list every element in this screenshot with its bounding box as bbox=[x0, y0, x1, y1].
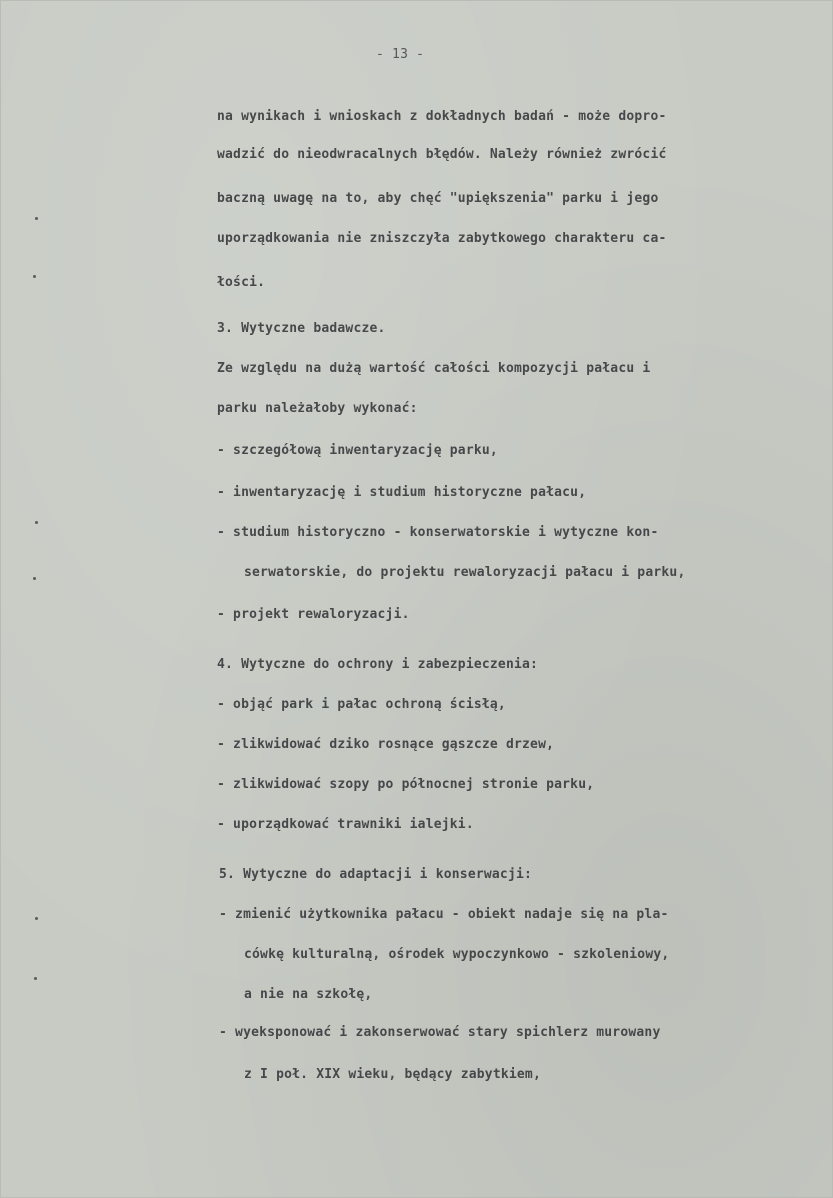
text-line: na wynikach i wnioskach z dokładnych badań - może dopro- bbox=[217, 109, 667, 124]
text-line: Ze względu na dużą wartość całości kompozycji pałacu i bbox=[217, 361, 651, 376]
text-line: parku należałoby wykonać: bbox=[217, 401, 418, 416]
list-item: - zlikwidować szopy po północnej stronie parku, bbox=[217, 777, 595, 792]
scan-speck bbox=[35, 217, 38, 220]
list-item: - zlikwidować dziko rosnące gąszcze drzew, bbox=[217, 737, 555, 752]
scan-speck bbox=[35, 917, 38, 920]
list-item-continuation: a nie na szkołę, bbox=[244, 987, 373, 1002]
list-item-continuation: serwatorskie, do projektu rewaloryzacji pałacu i parku, bbox=[244, 565, 686, 580]
section-heading: 5. Wytyczne do adaptacji i konserwacji: bbox=[219, 867, 533, 882]
list-item: - uporządkować trawniki ialejki. bbox=[217, 817, 474, 832]
list-item: - szczegółową inwentaryzację parku, bbox=[217, 443, 498, 458]
text-line: uporządkowania nie zniszczyła zabytkowego charakteru ca- bbox=[217, 231, 667, 246]
list-item-continuation: cówkę kulturalną, ośrodek wypoczynkowo - szkoleniowy, bbox=[244, 947, 670, 962]
scan-speck bbox=[35, 521, 38, 524]
list-item: - inwentaryzację i studium historyczne pałacu, bbox=[217, 485, 587, 500]
text-line: baczną uwagę na to, aby chęć "upiększenia" parku i jego bbox=[217, 191, 659, 206]
page-number: - 13 - bbox=[376, 47, 425, 62]
list-item: - objąć park i pałac ochroną ścisłą, bbox=[217, 697, 506, 712]
section-heading: 4. Wytyczne do ochrony i zabezpieczenia: bbox=[217, 657, 539, 672]
list-item: - projekt rewaloryzacji. bbox=[217, 607, 410, 622]
list-item: - wyeksponować i zakonserwować stary spichlerz murowany bbox=[219, 1025, 661, 1040]
scan-speck bbox=[34, 977, 37, 980]
text-line: wadzić do nieodwracalnych błędów. Należy również zwrócić bbox=[217, 147, 667, 162]
scan-speck bbox=[33, 577, 36, 580]
text-line: łości. bbox=[217, 275, 266, 290]
section-heading: 3. Wytyczne badawcze. bbox=[217, 321, 386, 336]
list-item: - studium historyczno - konserwatorskie i wytyczne kon- bbox=[217, 525, 659, 540]
list-item-continuation: z I poł. XIX wieku, będący zabytkiem, bbox=[244, 1067, 541, 1082]
scan-speck bbox=[33, 275, 36, 278]
list-item: - zmienić użytkownika pałacu - obiekt nadaje się na pla- bbox=[219, 907, 669, 922]
